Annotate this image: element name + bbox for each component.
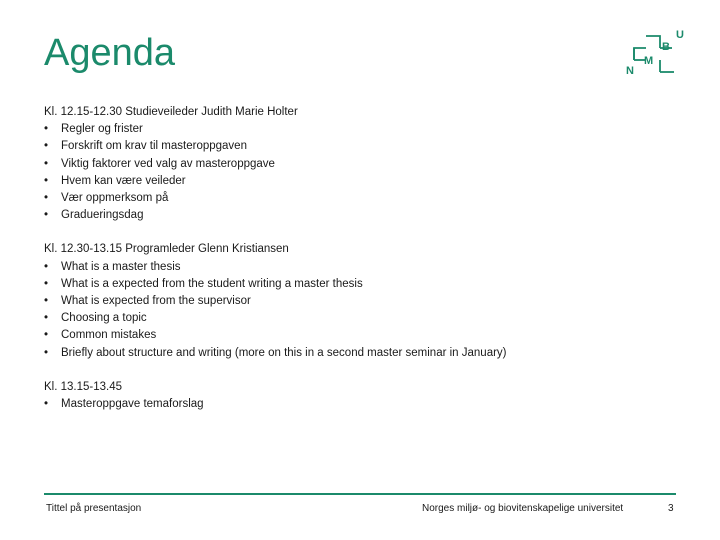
list-item: [44, 156, 664, 173]
bullet-icon: •: [44, 140, 49, 153]
bullet-list: [44, 396, 664, 413]
section-heading: Kl. 12.15-12.30 Studieveileder Judith Marie Holter: [44, 106, 298, 118]
list-item-text: Viktig faktorer ved valg av masteroppgave: [61, 157, 275, 170]
list-item-text: Common mistakes: [61, 329, 157, 342]
bullet-icon: •: [44, 329, 49, 342]
list-item-text: What is a master thesis: [61, 260, 181, 273]
list-item: [44, 345, 664, 362]
logo-letter-u: U: [676, 29, 684, 41]
list-item: [44, 190, 664, 207]
footer-presentation-title: Tittel på presentasjon: [46, 503, 142, 514]
list-item-text: Regler og frister: [61, 123, 143, 136]
bullet-icon: •: [44, 192, 49, 205]
bullet-list: [44, 259, 664, 362]
list-item-text: Choosing a topic: [61, 312, 147, 325]
bullet-icon: •: [44, 295, 49, 308]
agenda-section: [44, 104, 664, 224]
bullet-icon: •: [44, 260, 49, 273]
list-item-text: Masteroppgave temaforslag: [61, 398, 204, 411]
agenda-section: [44, 241, 664, 361]
logo-letter-m: M: [644, 55, 654, 67]
list-item: [44, 293, 664, 310]
list-item: [44, 121, 664, 138]
list-item-text: Briefly about structure and writing (more on this in a second master seminar in January): [61, 346, 507, 359]
bullet-icon: •: [44, 346, 49, 359]
list-item-text: What is a expected from the student writing a master thesis: [61, 277, 363, 290]
list-item: [44, 259, 664, 276]
page-number: 3: [668, 503, 674, 514]
footer-university-name: Norges miljø- og biovitenskapelige universitet: [422, 503, 624, 514]
slide-title: Agenda: [44, 32, 176, 74]
list-item: [44, 396, 664, 413]
bullet-icon: •: [44, 277, 49, 290]
list-item: [44, 310, 664, 327]
list-item: [44, 138, 664, 155]
nmbu-logo: [622, 26, 686, 80]
section-heading: Kl. 13.15-13.45: [44, 380, 123, 393]
list-item: [44, 173, 664, 190]
list-item-text: Forskrift om krav til masteroppgaven: [61, 140, 247, 153]
logo-letter-n: N: [626, 65, 634, 77]
agenda-section: [44, 379, 664, 413]
bullet-icon: •: [44, 209, 49, 222]
bullet-icon: •: [44, 174, 49, 187]
list-item-text: Gradueringsdag: [61, 209, 144, 222]
footer-divider: [44, 493, 676, 495]
list-item-text: What is expected from the supervisor: [61, 295, 251, 308]
section-heading: Kl. 12.30-13.15 Programleder Glenn Kristiansen: [44, 243, 289, 256]
bullet-list: [44, 121, 664, 224]
list-item: [44, 207, 664, 224]
bullet-icon: •: [44, 123, 49, 136]
list-item: [44, 327, 664, 344]
bullet-icon: •: [44, 312, 49, 325]
bullet-icon: •: [44, 398, 49, 411]
logo-letter-b: B: [662, 41, 670, 53]
agenda-content: [44, 104, 664, 430]
list-item-text: Hvem kan være veileder: [61, 174, 186, 187]
list-item-text: Vær oppmerksom på: [61, 192, 169, 205]
list-item: [44, 276, 664, 293]
bullet-icon: •: [44, 157, 49, 170]
